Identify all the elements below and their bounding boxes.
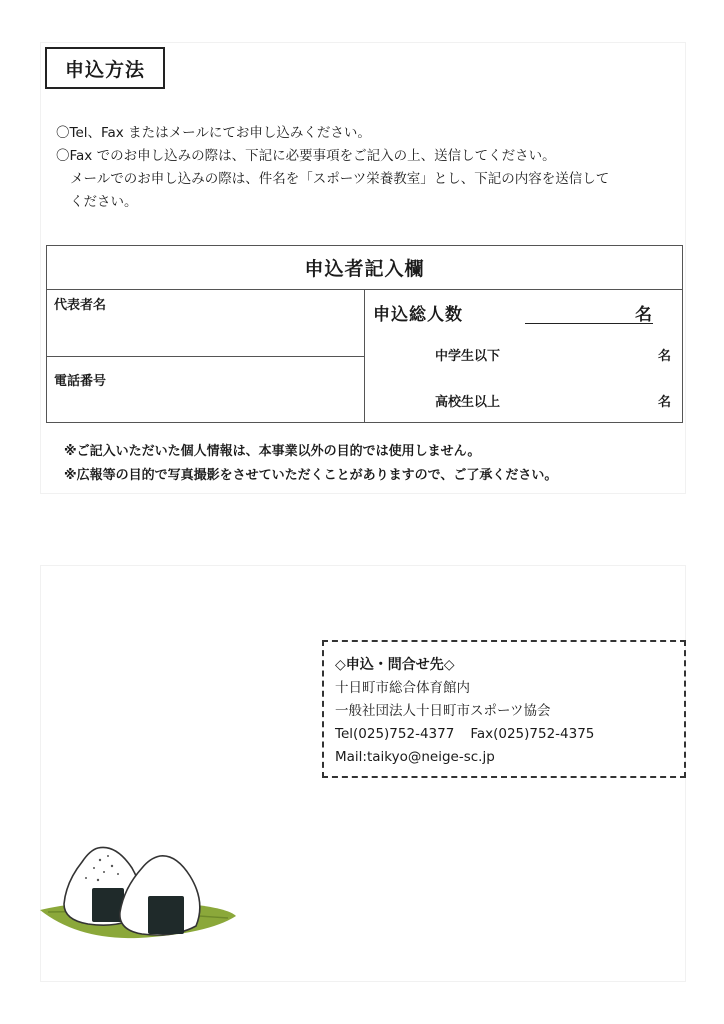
form-body xyxy=(47,290,682,422)
instructions xyxy=(56,122,696,214)
contact-org-1: 十日町市総合体育館内 xyxy=(335,680,470,696)
phone-number-label: 電話番号 xyxy=(54,374,107,389)
form-title: 申込者記入欄 xyxy=(47,246,682,290)
nori-right-icon xyxy=(148,896,184,934)
applicant-form xyxy=(46,245,683,423)
notes xyxy=(64,440,557,488)
contact-org-2: 一般社団法人十日町市スポーツ協会 xyxy=(335,703,551,719)
contact-box xyxy=(322,640,686,778)
junior-count-row[interactable] xyxy=(435,345,671,364)
instruction-line-3: メールでのお申し込みの際は、件名を「スポーツ栄養教室」とし、下記の内容を送信して xyxy=(70,171,610,187)
contact-title: ◇申込・問合せ先◇ xyxy=(335,657,455,673)
representative-name-label: 代表者名 xyxy=(54,298,107,313)
onigiri-illustration xyxy=(38,838,238,948)
senior-count-label: 高校生以上 xyxy=(435,395,501,410)
instruction-line-2: 〇Fax でのお申し込みの際は、下記に必要事項をご記入の上、送信してください。 xyxy=(56,148,556,164)
junior-count-unit: 名 xyxy=(657,349,671,364)
note-photo: ※広報等の目的で写真撮影をさせていただくことがありますので、ご了承ください。 xyxy=(64,468,558,483)
form-right-column xyxy=(365,290,681,422)
senior-count-unit: 名 xyxy=(657,395,671,410)
instruction-line-1: 〇Tel、Fax またはメールにてお申し込みください。 xyxy=(56,125,371,141)
instruction-line-4: ください。 xyxy=(70,194,138,210)
total-applicants-unit: 名 xyxy=(635,305,652,325)
contact-phone-fax xyxy=(335,723,684,746)
representative-name-field[interactable] xyxy=(47,290,364,357)
contact-mail[interactable]: Mail:taikyo@neige-sc.jp xyxy=(335,749,495,765)
total-applicants-field[interactable] xyxy=(525,323,653,324)
total-applicants-label: 申込総人数 xyxy=(373,305,463,325)
senior-count-row[interactable] xyxy=(435,391,671,410)
contact-tel: Tel(025)752-4377 xyxy=(335,726,455,742)
contact-fax: Fax(025)752-4375 xyxy=(470,726,595,742)
form-left-column xyxy=(47,290,365,422)
phone-number-field[interactable] xyxy=(47,357,364,422)
method-heading: 申込方法 xyxy=(45,47,165,89)
note-privacy: ※ご記入いただいた個人情報は、本事業以外の目的では使用しません。 xyxy=(64,444,481,459)
junior-count-label: 中学生以下 xyxy=(435,349,501,364)
